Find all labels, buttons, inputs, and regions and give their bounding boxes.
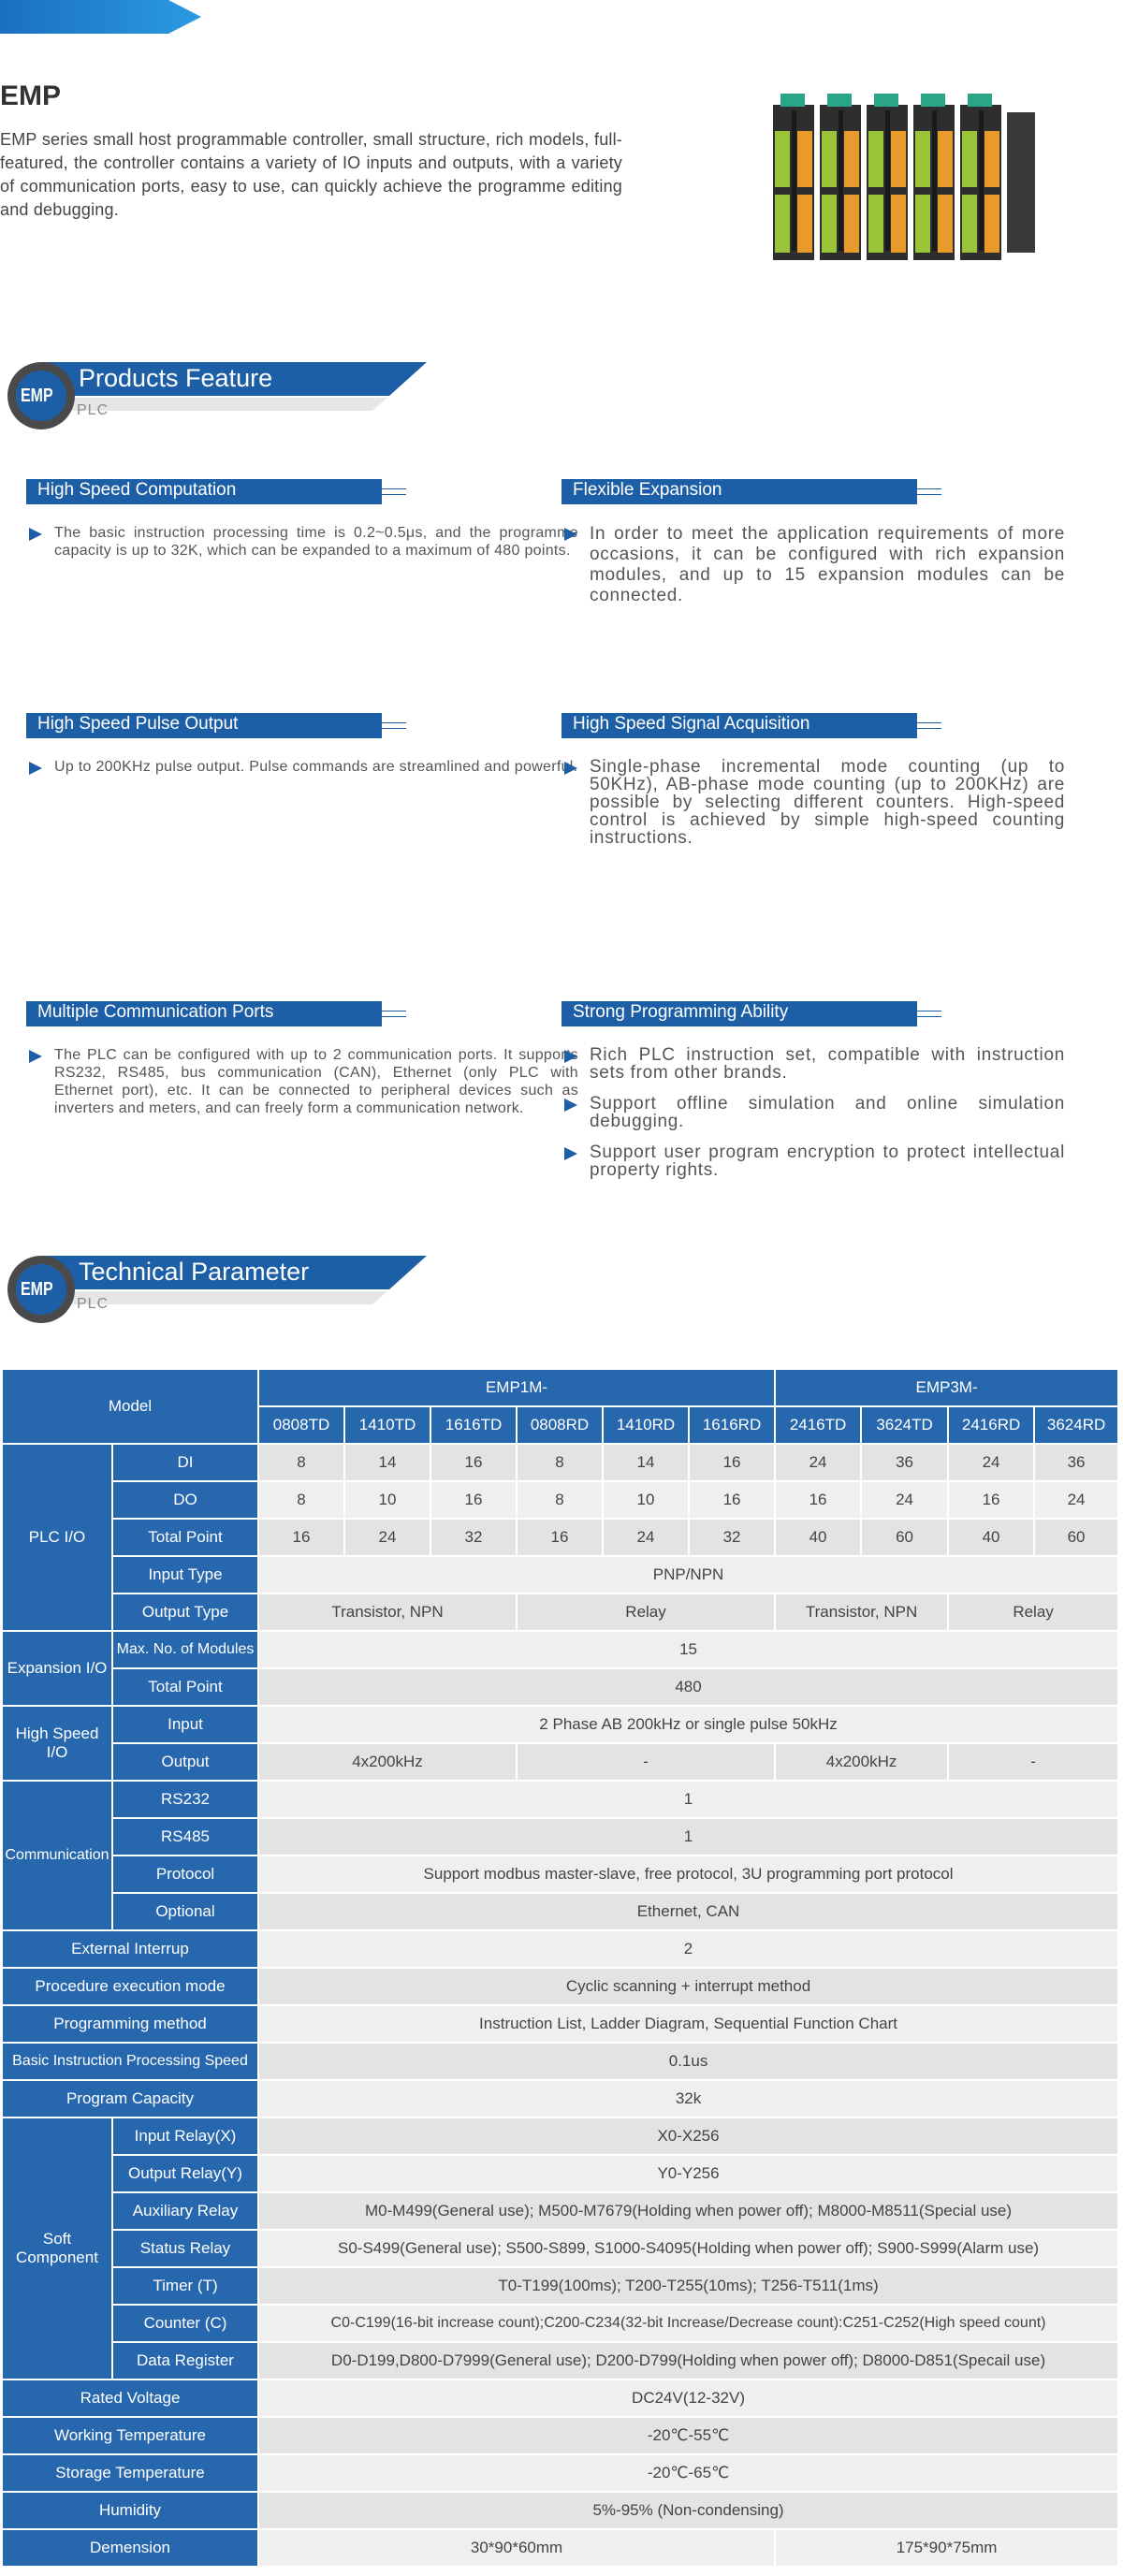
row-label: Total Point bbox=[113, 1669, 259, 1707]
group-header: EMP1M- bbox=[259, 1370, 776, 1407]
table-cell: 14 bbox=[604, 1445, 690, 1482]
feature-text: The PLC can be configured with up to 2 communication ports. It supports RS232, RS485, bus communication (CAN), Ethernet (only PLC with Ethernet port), etc. It can be connected to peripheral devices such as inverters and meters, and can freely form a communication network. bbox=[26, 1046, 578, 1117]
row-label: DI bbox=[113, 1445, 259, 1482]
row-group-label: High Speed I/O bbox=[3, 1707, 113, 1782]
table-cell: Y0-Y256 bbox=[259, 2156, 1119, 2193]
table-cell: 16 bbox=[690, 1445, 776, 1482]
table-row bbox=[3, 2418, 1119, 2455]
table-row bbox=[3, 1520, 1119, 1557]
table-cell: 36 bbox=[1035, 1445, 1119, 1482]
table-cell: 24 bbox=[776, 1445, 862, 1482]
table-cell: Relay bbox=[949, 1594, 1119, 1632]
feature-high-speed-pulse-output bbox=[26, 713, 578, 776]
model-header: 1616RD bbox=[690, 1407, 776, 1445]
table-row bbox=[3, 2081, 1119, 2118]
table-cell: 24 bbox=[345, 1520, 431, 1557]
feature-header bbox=[562, 1001, 1065, 1029]
table-cell: 8 bbox=[518, 1445, 604, 1482]
table-cell: Transistor, NPN bbox=[259, 1594, 518, 1632]
row-label: Basic Instruction Processing Speed bbox=[3, 2044, 259, 2081]
technical-parameter-banner bbox=[7, 1254, 429, 1325]
table-row bbox=[3, 1931, 1119, 1969]
table-cell: Support modbus master-slave, free protocol, 3U programming port protocol bbox=[259, 1856, 1119, 1894]
bullet-icon bbox=[564, 1099, 577, 1112]
table-cell: 8 bbox=[518, 1482, 604, 1520]
table-cell: 16 bbox=[259, 1520, 345, 1557]
intro-text: EMP series small host programmable controller, small structure, rich models, full-featured, the controller contains a variety of IO inputs and outputs, with a variety of communication ports, easy to use, can quickly achieve the programme editing and debugging. bbox=[0, 130, 622, 219]
plc-product-image bbox=[773, 94, 1044, 262]
feature-header bbox=[26, 479, 578, 507]
model-header: 3624TD bbox=[862, 1407, 949, 1445]
row-label: Rated Voltage bbox=[3, 2380, 259, 2418]
table-cell: 40 bbox=[949, 1520, 1035, 1557]
row-label: Input Relay(X) bbox=[113, 2118, 259, 2156]
feature-title: Multiple Communication Ports bbox=[37, 1002, 274, 1022]
row-label: Program Capacity bbox=[3, 2081, 259, 2118]
table-cell: 8 bbox=[259, 1445, 345, 1482]
table-cell: 4x200kHz bbox=[259, 1744, 518, 1782]
feature-text: The basic instruction processing time is 0.2~0.5μs, and the programme capacity is up to 32K, which can be expanded to a maximum of 480 points. bbox=[26, 524, 578, 560]
feature-high-speed-computation bbox=[26, 479, 578, 560]
table-row bbox=[3, 1445, 1119, 1482]
table-row bbox=[3, 2530, 1119, 2568]
model-header: 0808TD bbox=[259, 1407, 345, 1445]
bullet-icon bbox=[564, 1050, 577, 1063]
table-row bbox=[3, 2156, 1119, 2193]
section-title: Technical Parameter bbox=[79, 1258, 310, 1286]
table-cell: Ethernet, CAN bbox=[259, 1894, 1119, 1931]
feature-strong-programming-ability bbox=[562, 1001, 1065, 1179]
table-cell: DC24V(12-32V) bbox=[259, 2380, 1119, 2418]
table-row bbox=[3, 2455, 1119, 2493]
table-cell: 0.1us bbox=[259, 2044, 1119, 2081]
table-row bbox=[3, 1707, 1119, 1744]
row-label: Protocol bbox=[113, 1856, 259, 1894]
table-cell: Transistor, NPN bbox=[776, 1594, 949, 1632]
table-cell: - bbox=[949, 1744, 1119, 1782]
model-header: 2416RD bbox=[949, 1407, 1035, 1445]
model-header: 1616TD bbox=[431, 1407, 518, 1445]
feature-text: In order to meet the application requirements of more occasions, it can be configured with rich expansion modules, and up to 15 expansion modules can be connected. bbox=[562, 524, 1065, 606]
row-label: Timer (T) bbox=[113, 2268, 259, 2306]
table-row bbox=[3, 2118, 1119, 2156]
row-label: Output Relay(Y) bbox=[113, 2156, 259, 2193]
table-cell: 32 bbox=[690, 1520, 776, 1557]
table-cell: C0-C199(16-bit increase count);C200-C234(32-bit Increase/Decrease count):C251-C252(High speed count) bbox=[259, 2306, 1119, 2343]
feature-high-speed-signal-acquisition bbox=[562, 713, 1065, 847]
emp-logo: EMP bbox=[21, 1279, 53, 1300]
model-header: 1410TD bbox=[345, 1407, 431, 1445]
table-cell: Cyclic scanning + interrupt method bbox=[259, 1969, 1119, 2006]
row-label: Working Temperature bbox=[3, 2418, 259, 2455]
table-cell: - bbox=[518, 1744, 776, 1782]
row-label: Humidity bbox=[3, 2493, 259, 2530]
model-label: Model bbox=[3, 1370, 259, 1445]
feature-header bbox=[562, 713, 1065, 741]
table-row bbox=[3, 2306, 1119, 2343]
bullet-icon bbox=[564, 762, 577, 775]
row-group-label: Soft Component bbox=[3, 2118, 113, 2380]
row-label: Output Type bbox=[113, 1594, 259, 1632]
row-label: Optional bbox=[113, 1894, 259, 1931]
table-cell: Relay bbox=[518, 1594, 776, 1632]
row-group-label: Communication bbox=[3, 1782, 113, 1931]
section-title: Products Feature bbox=[79, 364, 273, 392]
table-cell: 5%-95% (Non-condensing) bbox=[259, 2493, 1119, 2530]
table-cell: 14 bbox=[345, 1445, 431, 1482]
table-cell: 8 bbox=[259, 1482, 345, 1520]
table-cell: 16 bbox=[431, 1482, 518, 1520]
feature-title: High Speed Signal Acquisition bbox=[573, 714, 810, 734]
table-row bbox=[3, 1819, 1119, 1856]
row-label: Storage Temperature bbox=[3, 2455, 259, 2493]
table-row bbox=[3, 2268, 1119, 2306]
table-cell: M0-M499(General use); M500-M7679(Holding when power off); M8000-M8511(Special use) bbox=[259, 2193, 1119, 2231]
row-group-label: Expansion I/O bbox=[3, 1632, 113, 1707]
table-cell: 30*90*60mm bbox=[259, 2530, 776, 2568]
table-row bbox=[3, 1370, 1119, 1407]
table-cell: 32 bbox=[431, 1520, 518, 1557]
table-cell: 24 bbox=[1035, 1482, 1119, 1520]
feature-text: Single-phase incremental mode counting (up to 50KHz), AB-phase mode counting (up to 200KHz) are possible by selecting different counters. High-speed control is achieved by simple high-speed counting instructions. bbox=[562, 758, 1065, 847]
table-row bbox=[3, 2193, 1119, 2231]
emp-logo: EMP bbox=[21, 386, 53, 406]
table-row bbox=[3, 1557, 1119, 1594]
table-cell: 10 bbox=[604, 1482, 690, 1520]
feature-text: Support offline simulation and online simulation debugging. bbox=[562, 1095, 1065, 1130]
feature-text: Rich PLC instruction set, compatible with instruction sets from other brands. bbox=[562, 1046, 1065, 1082]
row-label: RS485 bbox=[113, 1819, 259, 1856]
table-row bbox=[3, 1594, 1119, 1632]
table-cell: 4x200kHz bbox=[776, 1744, 949, 1782]
table-cell: 32k bbox=[259, 2081, 1119, 2118]
table-cell: T0-T199(100ms); T200-T255(10ms); T256-T511(1ms) bbox=[259, 2268, 1119, 2306]
table-cell: 24 bbox=[949, 1445, 1035, 1482]
row-label: Counter (C) bbox=[113, 2306, 259, 2343]
feature-text: Up to 200KHz pulse output. Pulse commands are streamlined and powerful. bbox=[26, 758, 578, 776]
feature-text: Support user program encryption to protect intellectual property rights. bbox=[562, 1143, 1065, 1179]
row-group-label: PLC I/O bbox=[3, 1445, 113, 1632]
table-cell: 40 bbox=[776, 1520, 862, 1557]
bullet-icon bbox=[29, 528, 42, 541]
row-label: Total Point bbox=[113, 1520, 259, 1557]
table-cell: X0-X256 bbox=[259, 2118, 1119, 2156]
row-label: Auxiliary Relay bbox=[113, 2193, 259, 2231]
table-cell: D0-D199,D800-D7999(General use); D200-D799(Holding when power off); D8000-D851(Specail use) bbox=[259, 2343, 1119, 2380]
table-cell: 60 bbox=[1035, 1520, 1119, 1557]
bullet-icon bbox=[29, 1050, 42, 1063]
table-cell: 16 bbox=[949, 1482, 1035, 1520]
feature-title: Strong Programming Ability bbox=[573, 1002, 789, 1022]
table-cell: 15 bbox=[259, 1632, 1119, 1669]
table-cell: 1 bbox=[259, 1782, 1119, 1819]
row-label: RS232 bbox=[113, 1782, 259, 1819]
feature-title: High Speed Pulse Output bbox=[37, 714, 239, 734]
table-cell: 16 bbox=[518, 1520, 604, 1557]
table-cell: -20℃-55℃ bbox=[259, 2418, 1119, 2455]
table-row bbox=[3, 2493, 1119, 2530]
table-row bbox=[3, 1744, 1119, 1782]
table-cell: 16 bbox=[690, 1482, 776, 1520]
table-cell: 36 bbox=[862, 1445, 949, 1482]
section-subtitle: PLC bbox=[77, 402, 109, 418]
row-label: External Interrup bbox=[3, 1931, 259, 1969]
row-label: DO bbox=[113, 1482, 259, 1520]
table-row bbox=[3, 1482, 1119, 1520]
group-header: EMP3M- bbox=[776, 1370, 1119, 1407]
feature-header bbox=[562, 479, 1065, 507]
feature-header bbox=[26, 713, 578, 741]
feature-flexible-expansion bbox=[562, 479, 1065, 606]
page-title: EMP bbox=[0, 80, 62, 111]
table-row bbox=[3, 1632, 1119, 1669]
model-header: 2416TD bbox=[776, 1407, 862, 1445]
row-label: Max. No. of Modules bbox=[113, 1632, 259, 1669]
table-cell: 2 Phase AB 200kHz or single pulse 50kHz bbox=[259, 1707, 1119, 1744]
feature-title: High Speed Computation bbox=[37, 480, 237, 500]
table-row bbox=[3, 2006, 1119, 2044]
bullet-icon bbox=[29, 762, 42, 775]
row-label: Output bbox=[113, 1744, 259, 1782]
table-cell: 10 bbox=[345, 1482, 431, 1520]
feature-header bbox=[26, 1001, 578, 1029]
row-label: Procedure execution mode bbox=[3, 1969, 259, 2006]
model-header: 1410RD bbox=[604, 1407, 690, 1445]
table-row bbox=[3, 1669, 1119, 1707]
table-cell: PNP/NPN bbox=[259, 1557, 1119, 1594]
row-label: Data Register bbox=[113, 2343, 259, 2380]
model-header: 0808RD bbox=[518, 1407, 604, 1445]
products-feature-banner bbox=[7, 360, 429, 431]
table-cell: 1 bbox=[259, 1819, 1119, 1856]
table-row bbox=[3, 2380, 1119, 2418]
table-row bbox=[3, 1856, 1119, 1894]
feature-multiple-communication-ports bbox=[26, 1001, 578, 1117]
table-row bbox=[3, 1969, 1119, 2006]
table-cell: 480 bbox=[259, 1669, 1119, 1707]
table-cell: 2 bbox=[259, 1931, 1119, 1969]
technical-parameter-table bbox=[3, 1370, 1119, 2568]
table-cell: 24 bbox=[604, 1520, 690, 1557]
row-label: Programming method bbox=[3, 2006, 259, 2044]
table-cell: Instruction List, Ladder Diagram, Sequential Function Chart bbox=[259, 2006, 1119, 2044]
top-accent-bar bbox=[0, 0, 201, 34]
bullet-icon bbox=[564, 1147, 577, 1160]
table-cell: S0-S499(General use); S500-S899, S1000-S4095(Holding when power off); S900-S999(Alarm use) bbox=[259, 2231, 1119, 2268]
table-cell: 175*90*75mm bbox=[776, 2530, 1119, 2568]
table-row bbox=[3, 2343, 1119, 2380]
row-label: Status Relay bbox=[113, 2231, 259, 2268]
table-row bbox=[3, 1782, 1119, 1819]
table-cell: -20℃-65℃ bbox=[259, 2455, 1119, 2493]
row-label: Input Type bbox=[113, 1557, 259, 1594]
row-label: Input bbox=[113, 1707, 259, 1744]
model-header: 3624RD bbox=[1035, 1407, 1119, 1445]
feature-title: Flexible Expansion bbox=[573, 480, 722, 500]
table-row bbox=[3, 2231, 1119, 2268]
table-row bbox=[3, 1894, 1119, 1931]
table-cell: 24 bbox=[862, 1482, 949, 1520]
table-cell: 16 bbox=[431, 1445, 518, 1482]
section-subtitle: PLC bbox=[77, 1296, 109, 1312]
table-cell: 60 bbox=[862, 1520, 949, 1557]
table-row bbox=[3, 2044, 1119, 2081]
table-cell: 16 bbox=[776, 1482, 862, 1520]
row-label: Demension bbox=[3, 2530, 259, 2568]
bullet-icon bbox=[564, 528, 577, 541]
